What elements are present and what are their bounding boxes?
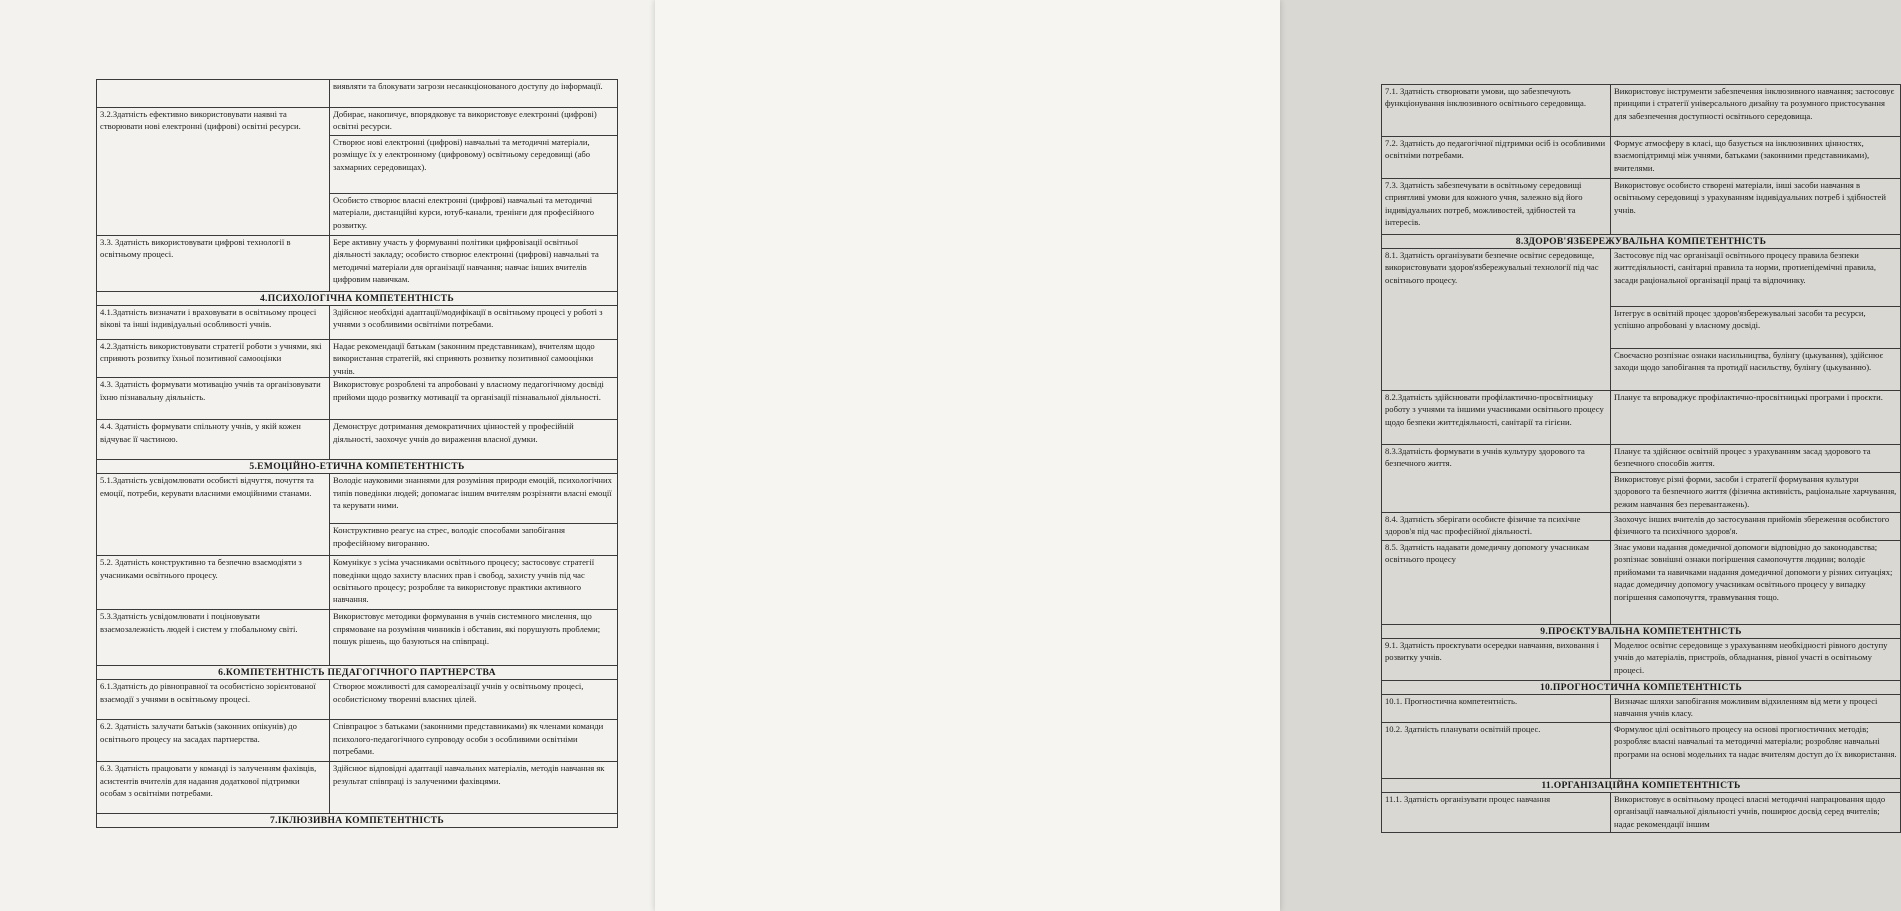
table-row [97, 236, 618, 292]
indicator-cell: Демонструє дотримання демократичних цінностей у професійній діяльності, заохочує учнів до вираження власної думки. [330, 420, 618, 460]
competency-cell: 8.4. Здатність зберігати особисте фізичне та психічне здоров'я під час професійної діяльності. [1382, 513, 1611, 541]
indicator-cell: Використовує розроблені та апробовані у власному педагогічному досвіді прийоми щодо розвитку мотивації та організації пізнавальної діяльності. [330, 378, 618, 420]
competency-cell: 9.1. Здатність проєктувати осередки навчання, виховання і розвитку учнів. [1382, 639, 1611, 681]
section-heading-row [97, 460, 618, 474]
competency-cell: 5.1.Здатність усвідомлювати особисті відчуття, почуття та емоції, потреби, керувати власними емоційними станами. [97, 474, 330, 556]
indicator-cell: Визначає шляхи запобігання можливим відхиленням від мети у процесі навчання учнів класу. [1611, 695, 1901, 723]
indicator-cell: Особисто створює власні електронні (цифрові) навчальні та методичні матеріали, дистанційні курси, ютуб-канали, тренінги для професійного розвитку. [330, 194, 618, 236]
section-heading: 8.ЗДОРОВ'ЯЗБЕРЕЖУВАЛЬНА КОМПЕТЕНТНІСТЬ [1382, 235, 1901, 249]
indicator-cell: Своєчасно розпізнає ознаки насильництва, булінгу (цькування), здійснює заходи щодо запобігання та протидії насильству, булінгу (цькуванню). [1611, 349, 1901, 391]
table-row [1382, 249, 1901, 307]
indicator-cell: Використовує інструменти забезпечення інклюзивного навчання; застосовує принципи і стратегії універсального дизайну та розумного пристосування для забезпечення доступності освітнього середовища. [1611, 85, 1901, 137]
competency-cell: 8.3.Здатність формувати в учнів культуру здорового та безпечного життя. [1382, 445, 1611, 513]
table-row [97, 720, 618, 762]
competency-cell: 7.3. Здатність забезпечувати в освітньому середовищі сприятливі умови для кожного учня, залежно від його індивідуальних потреб, можливостей, здібностей та інтересів. [1382, 179, 1611, 235]
table-row [97, 306, 618, 340]
competency-cell: 3.2.Здатність ефективно використовувати наявні та створювати нові електронні (цифрові) освітні ресурси. [97, 108, 330, 236]
table-row [97, 420, 618, 460]
section-heading-row [1382, 235, 1901, 249]
competency-cell: 6.3. Здатність працювати у команді із залученням фахівців, асистентів вчителів для надання додаткової підтримки особам з освітніми потребами. [97, 762, 330, 814]
indicator-cell: Використовує особисто створені матеріали, інші засоби навчання в освітньому середовищі з урахуванням індивідуальних потреб і здібностей учнів. [1611, 179, 1901, 235]
indicator-cell: Конструктивно реагує на стрес, володіє способами запобігання професійному вигоранню. [330, 524, 618, 556]
table-row [1382, 179, 1901, 235]
indicator-cell: Планує та впроваджує профілактично-просвітницькі програми і проєкти. [1611, 391, 1901, 445]
indicator-cell: Моделює освітнє середовище з урахуванням необхідності рівного доступу учнів до матеріалів, пристроїв, обладнання, рівної участі в освітньому процесі. [1611, 639, 1901, 681]
table-row [1382, 391, 1901, 445]
table-row [1382, 723, 1901, 779]
indicator-cell: Здійснює необхідні адаптації/модифікації в освітньому процесі у роботі з учнями з особливими освітніми потребами. [330, 306, 618, 340]
competency-cell: 3.3. Здатність використовувати цифрові технології в освітньому процесі. [97, 236, 330, 292]
right-page [655, 0, 1897, 911]
section-heading: 7.ІКЛЮЗИВНА КОМПЕТЕНТНІСТЬ [97, 814, 618, 828]
indicator-cell: Використовує різні форми, засоби і стратегії формування культури здорового та безпечного життя (фізична активність, раціональне харчування, режим навчання без перевантажень). [1611, 473, 1901, 513]
section-heading: 5.ЕМОЦІЙНО-ЕТИЧНА КОМПЕТЕНТНІСТЬ [97, 460, 618, 474]
table-row [97, 80, 618, 108]
competency-cell: 10.1. Прогностична компетентність. [1382, 695, 1611, 723]
indicator-cell: Створює можливості для самореалізації учнів у освітньому процесі, особистісному творенні власних цілей. [330, 680, 618, 720]
indicator-cell: Заохочує інших вчителів до застосування прийомів збереження особистого фізичного та психічного здоров'я. [1611, 513, 1901, 541]
table-row [97, 474, 618, 524]
competency-cell: 4.4. Здатність формувати спільноту учнів, у якій кожен відчуває її частиною. [97, 420, 330, 460]
indicator-cell: Бере активну участь у формуванні політики цифровізації освітньої діяльності закладу; особисто створює електронні (цифрові) навчальні та методичні матеріали для організації навчання; навчає інших вчителів цифровим навичкам. [330, 236, 618, 292]
indicator-cell: Формує атмосферу в класі, що базується на інклюзивних цінностях, взаємопідтримці між учнями, батьками (законними представниками), вчителями. [1611, 137, 1901, 179]
indicator-cell: Добирає, накопичує, впорядковує та використовує електронні (цифрові) освітні ресурси. [330, 108, 618, 136]
table-row [97, 610, 618, 666]
table-row [97, 762, 618, 814]
table-row [97, 340, 618, 378]
indicator-cell: Застосовує під час організації освітнього процесу правила безпеки життєдіяльності, санітарні правила та норми, протиепідемічні правила, засади раціональної організації праці та відпочинку. [1611, 249, 1901, 307]
competency-table-left [96, 79, 618, 828]
table-row [1382, 541, 1901, 625]
indicator-cell: Інтегрує в освітній процес здоров'язбережувальні засоби та ресурси, успішно апробовані у власному досвіді. [1611, 307, 1901, 349]
competency-cell: 8.1. Здатність організувати безпечне освітнє середовище, використовувати здоров'язбережувальні технології під час освітнього процесу. [1382, 249, 1611, 391]
competency-cell: 4.2.Здатність використовувати стратегії роботи з учнями, які сприяють розвитку їхньої позитивної самооцінки [97, 340, 330, 378]
competency-cell: 4.1.Здатність визначати і враховувати в освітньому процесі вікові та інші індивідуальні особливості учнів. [97, 306, 330, 340]
table-row [1382, 85, 1901, 137]
competency-cell: 8.2.Здатність здійснювати профілактично-просвітницьку роботу з учнями та іншими учасниками освітнього процесу щодо безпеки життєдіяльності, санітарії та гігієни. [1382, 391, 1611, 445]
table-row [1382, 639, 1901, 681]
indicator-cell: Здійснює відповідні адаптації навчальних матеріалів, методів навчання як результат співпраці із залученими фахівцями. [330, 762, 618, 814]
indicator-cell: Співпрацює з батьками (законними представниками) як членами команди психолого-педагогічного супроводу особи з особливими освітніми потребами. [330, 720, 618, 762]
section-heading: 10.ПРОГНОСТИЧНА КОМПЕТЕНТНІСТЬ [1382, 681, 1901, 695]
competency-cell: 8.5. Здатність надавати домедичну допомогу учасникам освітнього процесу [1382, 541, 1611, 625]
indicator-cell: Надає рекомендації батькам (законним представникам), вчителям щодо використання стратегій, які сприяють розвитку позитивної самооцінки учнів. [330, 340, 618, 378]
table-row [1382, 695, 1901, 723]
competency-cell: 6.2. Здатність залучати батьків (законних опікунів) до освітнього процесу на засадах партнерства. [97, 720, 330, 762]
section-heading-row [97, 666, 618, 680]
table-row [1382, 513, 1901, 541]
indicator-cell: Комунікує з усіма учасниками освітнього процесу; застосовує стратегії поведінки щодо захисту власних прав і свобод, захисту учнів під час освітнього процесу; розробляє та використовує практики активного навчання. [330, 556, 618, 610]
competency-cell: 6.1.Здатність до рівноправної та особистісно зорієнтованої взаємодії з учнями в освітньому процесі. [97, 680, 330, 720]
competency-cell: 5.2. Здатність конструктивно та безпечно взаємодіяти з учасниками освітнього процесу. [97, 556, 330, 610]
indicator-cell: Використовує методики формування в учнів системного мислення, що спрямоване на розуміння чинників і обставин, які порушують проблеми; пошук рішень, що базуються на співпраці. [330, 610, 618, 666]
section-heading-row [1382, 779, 1901, 793]
table-row [97, 556, 618, 610]
competency-cell: 7.1. Здатність створювати умови, що забезпечують функціонування інклюзивного освітнього середовища. [1382, 85, 1611, 137]
competency-cell: 4.3. Здатність формувати мотивацію учнів та організовувати їхню пізнавальну діяльність. [97, 378, 330, 420]
indicator-cell: Використовує в освітньому процесі власні методичні напрацювання щодо організації навчальної діяльності учнів, поширює досвід серед вчителів; надає рекомендації іншим [1611, 793, 1901, 833]
table-row [97, 108, 618, 136]
table-row [1382, 137, 1901, 179]
indicator-cell: Формулює цілі освітнього процесу на основі прогностичних методів; розробляє власні навчальні та методичні матеріали; розробляє навчальні програми на основі модельних та надає вчителям доступ до їх використання. [1611, 723, 1901, 779]
indicator-cell: Володіє науковими знаннями для розуміння природи емоцій, психологічних типів поведінки людей; допомагає іншим вчителям розрізняти власні емоції та керувати ними. [330, 474, 618, 524]
competency-cell [97, 80, 330, 108]
table-row [97, 680, 618, 720]
table-row [1382, 445, 1901, 473]
section-heading: 11.ОРГАНІЗАЦІЙНА КОМПЕТЕНТНІСТЬ [1382, 779, 1901, 793]
left-page [0, 0, 655, 911]
section-heading: 6.КОМПЕТЕНТНІСТЬ ПЕДАГОГІЧНОГО ПАРТНЕРСТВА [97, 666, 618, 680]
table-row [1382, 793, 1901, 833]
section-heading-row [97, 292, 618, 306]
section-heading: 9.ПРОЄКТУВАЛЬНА КОМПЕТЕНТНІСТЬ [1382, 625, 1901, 639]
table-row [97, 378, 618, 420]
competency-cell: 7.2. Здатність до педагогічної підтримки осіб із особливими освітніми потребами. [1382, 137, 1611, 179]
competency-cell: 11.1. Здатність організувати процес навчання [1382, 793, 1611, 833]
section-heading-row [97, 814, 618, 828]
indicator-cell: виявляти та блокувати загрози несанкціонованого доступу до інформації. [330, 80, 618, 108]
competency-cell: 5.3.Здатність усвідомлювати і поціновувати взаємозалежність людей і систем у глобальному світі. [97, 610, 330, 666]
competency-cell: 10.2. Здатність планувати освітній процес. [1382, 723, 1611, 779]
competency-table-right [1381, 84, 1901, 833]
indicator-cell: Створює нові електронні (цифрові) навчальні та методичні матеріали, розміщує їх у електронному (цифровому) освітньому середовищі (або захмарних середовищах). [330, 136, 618, 194]
section-heading: 4.ПСИХОЛОГІЧНА КОМПЕТЕНТНІСТЬ [97, 292, 618, 306]
indicator-cell: Планує та здійснює освітній процес з урахуванням засад здорового та безпечного способів життя. [1611, 445, 1901, 473]
section-heading-row [1382, 625, 1901, 639]
indicator-cell: Знає умови надання домедичної допомоги відповідно до законодавства; розпізнає зовнішні ознаки погіршення самопочуття людини; володіє прийомами та навичками надання домедичної допомоги у різних ситуаціях; надає домедичну допомогу учасникам освітнього процесу у випадку погіршення самопочуття, травмування тощо. [1611, 541, 1901, 625]
section-heading-row [1382, 681, 1901, 695]
